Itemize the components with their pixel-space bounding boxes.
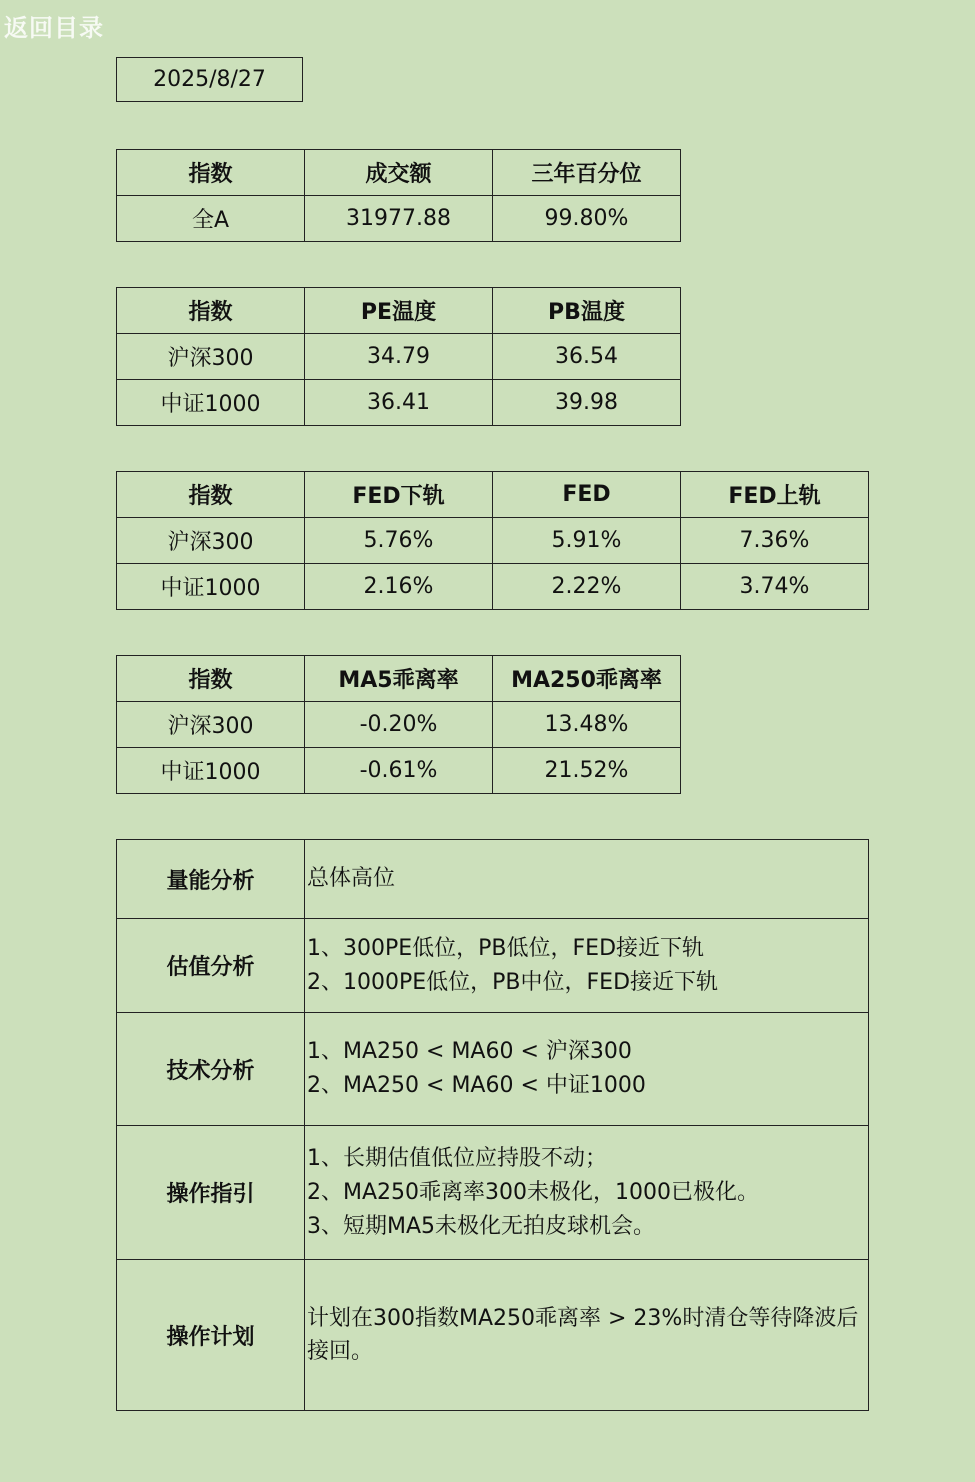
analysis-row-technical xyxy=(117,1013,869,1126)
ma250-deviation-cell: 13.48% xyxy=(493,702,681,748)
header-cell: 三年百分位 xyxy=(493,150,681,196)
table-header-row xyxy=(117,288,681,334)
table-row xyxy=(117,748,681,794)
analysis-content xyxy=(305,1013,869,1126)
pb-temperature-cell: 36.54 xyxy=(493,334,681,380)
ma5-deviation-cell: -0.61% xyxy=(305,748,493,794)
analysis-content xyxy=(305,1126,869,1260)
header-cell: FED下轨 xyxy=(305,472,493,518)
index-name-cell: 沪深300 xyxy=(117,702,305,748)
table-row xyxy=(117,196,681,242)
index-name-cell: 全A xyxy=(117,196,305,242)
analysis-line: 2、1000PE低位，PB中位，FED接近下轨 xyxy=(307,969,719,995)
table-row xyxy=(117,702,681,748)
fed-lower-cell: 5.76% xyxy=(305,518,493,564)
table-header-row xyxy=(117,150,681,196)
pe-temperature-cell: 36.41 xyxy=(305,380,493,426)
analysis-label: 技术分析 xyxy=(117,1013,305,1126)
index-name-cell: 中证1000 xyxy=(117,564,305,610)
date-label: 2025/8/27 xyxy=(116,57,303,102)
analysis-row-plan xyxy=(117,1260,869,1411)
ma250-deviation-cell: 21.52% xyxy=(493,748,681,794)
back-to-contents-link[interactable]: 返回目录 xyxy=(4,14,104,42)
index-name-cell: 沪深300 xyxy=(117,518,305,564)
analysis-line: 2、MA250 < MA60 < 中证1000 xyxy=(307,1073,646,1098)
ma-deviation-table xyxy=(116,655,681,794)
index-name-cell: 中证1000 xyxy=(117,380,305,426)
analysis-line: 1、MA250 < MA60 < 沪深300 xyxy=(307,1039,632,1064)
analysis-label: 估值分析 xyxy=(117,919,305,1013)
header-cell: FED上轨 xyxy=(681,472,869,518)
analysis-content xyxy=(305,1260,869,1411)
header-cell: 成交额 xyxy=(305,150,493,196)
turnover-table xyxy=(116,149,681,242)
table-header-row xyxy=(117,472,869,518)
table-row xyxy=(117,564,869,610)
header-cell: MA5乖离率 xyxy=(305,656,493,702)
fed-upper-cell: 7.36% xyxy=(681,518,869,564)
fed-cell: 2.22% xyxy=(493,564,681,610)
table-row xyxy=(117,334,681,380)
table-header-row xyxy=(117,656,681,702)
analysis-text: 计划在300指数MA250乖离率 > 23%时清仓等待降波后接回。 xyxy=(307,1306,859,1364)
header-cell: FED xyxy=(493,472,681,518)
analysis-row-guidance xyxy=(117,1126,869,1260)
analysis-line: 2、MA250乖离率300未极化，1000已极化。 xyxy=(307,1179,759,1205)
fed-cell: 5.91% xyxy=(493,518,681,564)
valuation-temperature-table xyxy=(116,287,681,426)
turnover-cell: 31977.88 xyxy=(305,196,493,242)
table-row xyxy=(117,380,681,426)
index-name-cell: 中证1000 xyxy=(117,748,305,794)
ma5-deviation-cell: -0.20% xyxy=(305,702,493,748)
header-cell: 指数 xyxy=(117,656,305,702)
index-name-cell: 沪深300 xyxy=(117,334,305,380)
percentile-cell: 99.80% xyxy=(493,196,681,242)
fed-upper-cell: 3.74% xyxy=(681,564,869,610)
analysis-row-volume xyxy=(117,840,869,919)
pe-temperature-cell: 34.79 xyxy=(305,334,493,380)
analysis-label: 量能分析 xyxy=(117,840,305,919)
fed-lower-cell: 2.16% xyxy=(305,564,493,610)
analysis-content xyxy=(305,840,869,919)
table-row xyxy=(117,518,869,564)
analysis-line: 1、300PE低位，PB低位，FED接近下轨 xyxy=(307,935,705,961)
header-cell: 指数 xyxy=(117,472,305,518)
analysis-line: 1、长期估值低位应持股不动； xyxy=(307,1145,607,1171)
analysis-content xyxy=(305,919,869,1013)
analysis-label: 操作指引 xyxy=(117,1126,305,1260)
header-cell: 指数 xyxy=(117,288,305,334)
analysis-label: 操作计划 xyxy=(117,1260,305,1411)
header-cell: MA250乖离率 xyxy=(493,656,681,702)
header-cell: PE温度 xyxy=(305,288,493,334)
analysis-line: 3、短期MA5未极化无拍皮球机会。 xyxy=(307,1213,656,1239)
fed-table xyxy=(116,471,869,610)
header-cell: PB温度 xyxy=(493,288,681,334)
analysis-row-valuation xyxy=(117,919,869,1013)
analysis-line: 总体高位 xyxy=(307,866,396,891)
pb-temperature-cell: 39.98 xyxy=(493,380,681,426)
analysis-table xyxy=(116,839,869,1411)
header-cell: 指数 xyxy=(117,150,305,196)
